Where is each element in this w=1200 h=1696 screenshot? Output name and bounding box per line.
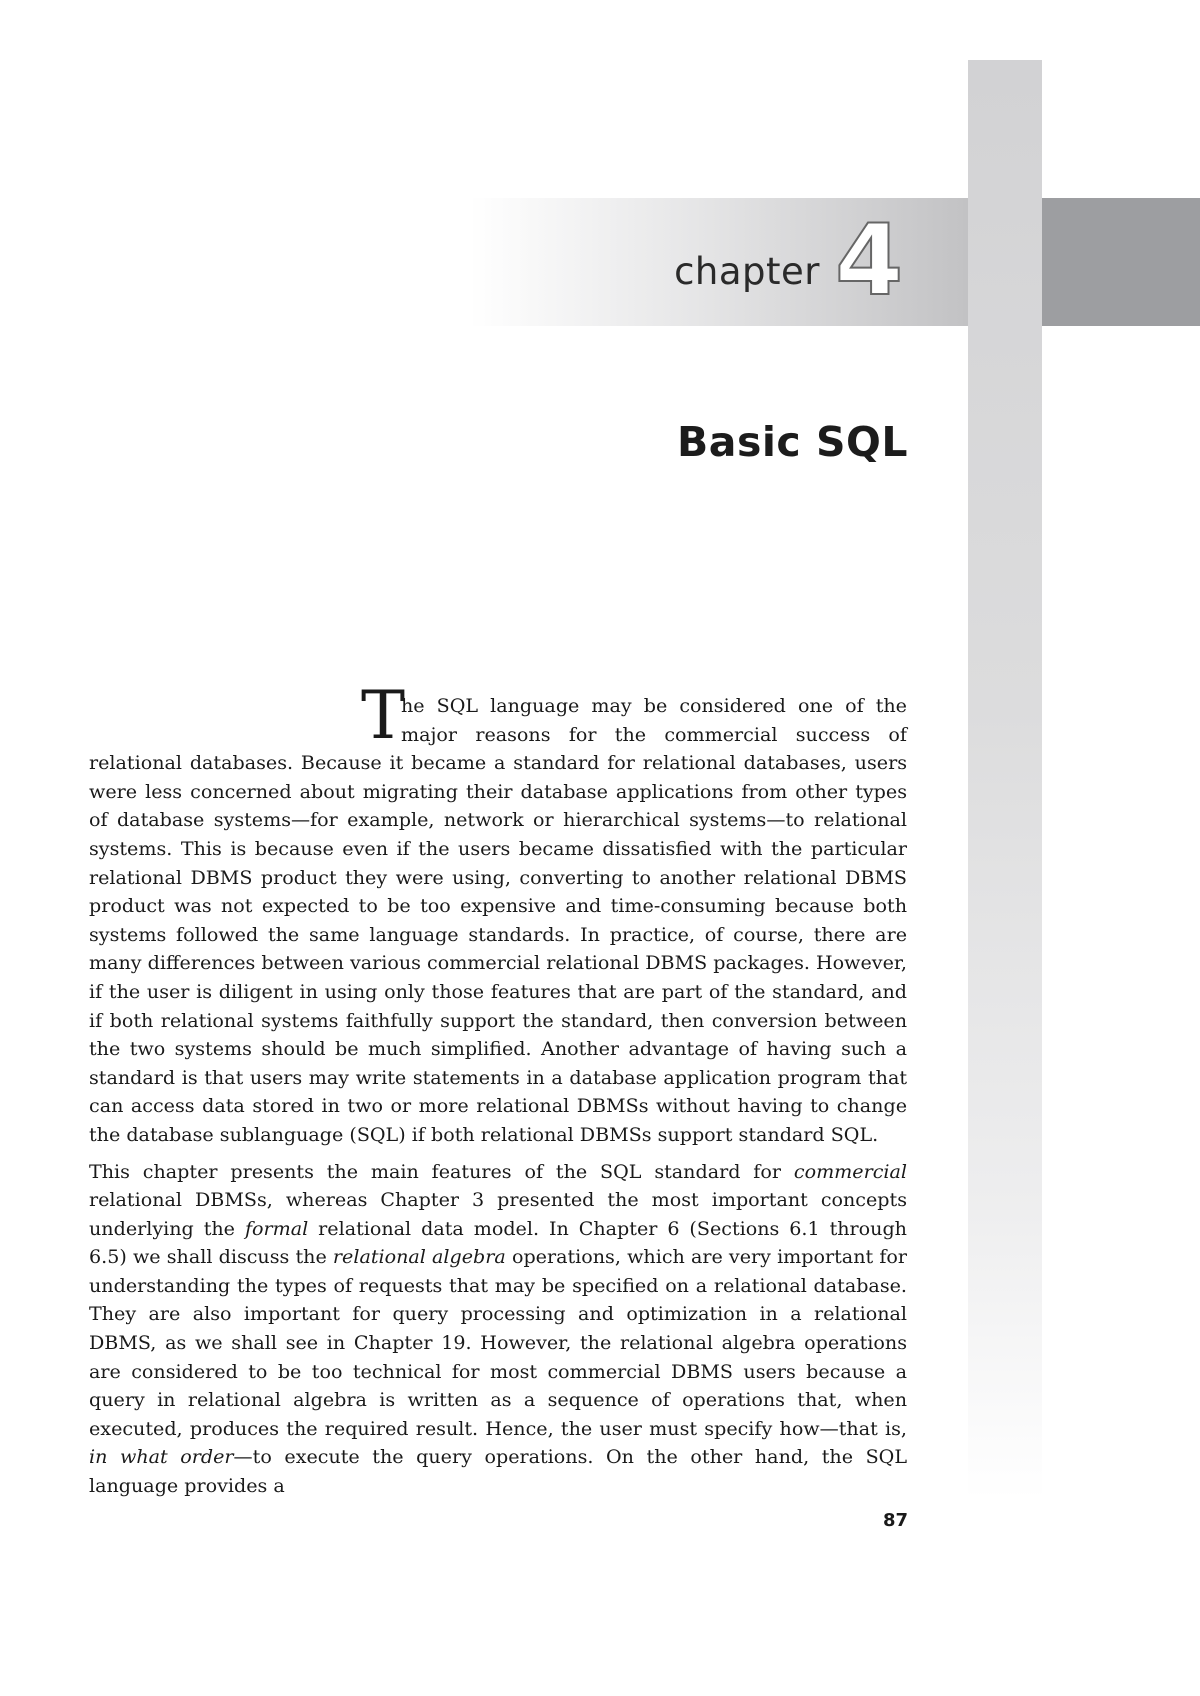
paragraph-2-part-e: —to execute the query operations. On the other hand, the SQL language provides a (89, 1445, 908, 1498)
emphasis-formal: formal (244, 1216, 309, 1240)
emphasis-relational-algebra: relational algebra (332, 1245, 506, 1269)
paragraph-2-part-b: relational DBMSs, whereas Chapter 3 presented the most important concepts underlying the (89, 1188, 907, 1240)
chapter-header-band-tab (1042, 198, 1200, 326)
paragraph-2-part-c: relational data model. In Chapter 6 (Sections 6.1 through 6.5) we shall discuss the (89, 1216, 907, 1269)
chapter-label: chapter (674, 250, 820, 293)
chapter-title: Basic SQL (677, 418, 908, 466)
paragraph-1 (89, 677, 907, 1150)
paragraph-2-part-d: operations, which are very important for understanding the types of requests that may be specified on a relational database. They are also important for query processing and optimization in a relational DBMS, as we shall see in Chapter 19. However, the relational algebra operations are considered to be too technical for most commercial DBMS users because a query in relational algebra is written as a sequence of operations that, when executed, produces the required result. Hence, the user must specify how—that is, (89, 1245, 908, 1440)
paragraph-1-text: he SQL language may be considered one of the major reasons for the commercial success of relational databases. Because it became a standard for relational databases, users were less concerned about migrating their database applications from other types of database systems—for example, network or hierarchical systems—to relational systems. This is because even if the users became dissatisfied with the particular relational DBMS product they were using, converting to another relational DBMS product was not expected to be too expensive and time-consuming because both systems followed the same language standards. In practice, of course, there are many differences between various commercial relational DBMS packages. However, if the user is diligent in using only those features that are part of the standard, and if both relational systems faithfully support the standard, then conversion between the two systems should be much simplified. Another advantage of having such a standard is that users may write statements in a database application program that can access data stored in two or more relational DBMSs without having to change the database sublanguage (SQL) if both relational DBMSs support standard SQL. (89, 694, 907, 1146)
paragraph-2 (89, 1158, 907, 1501)
body-text (89, 677, 908, 1501)
page-number: 87 (882, 1510, 908, 1531)
drop-cap: T (361, 677, 406, 754)
chapter-number: 4 (835, 204, 904, 318)
emphasis-in-what-order: in what order (89, 1445, 234, 1469)
paragraph-2-part-a: This chapter presents the main features of the SQL standard for (89, 1159, 794, 1183)
decorative-vertical-strip (968, 60, 1042, 1500)
emphasis-commercial: commercial (793, 1159, 907, 1183)
